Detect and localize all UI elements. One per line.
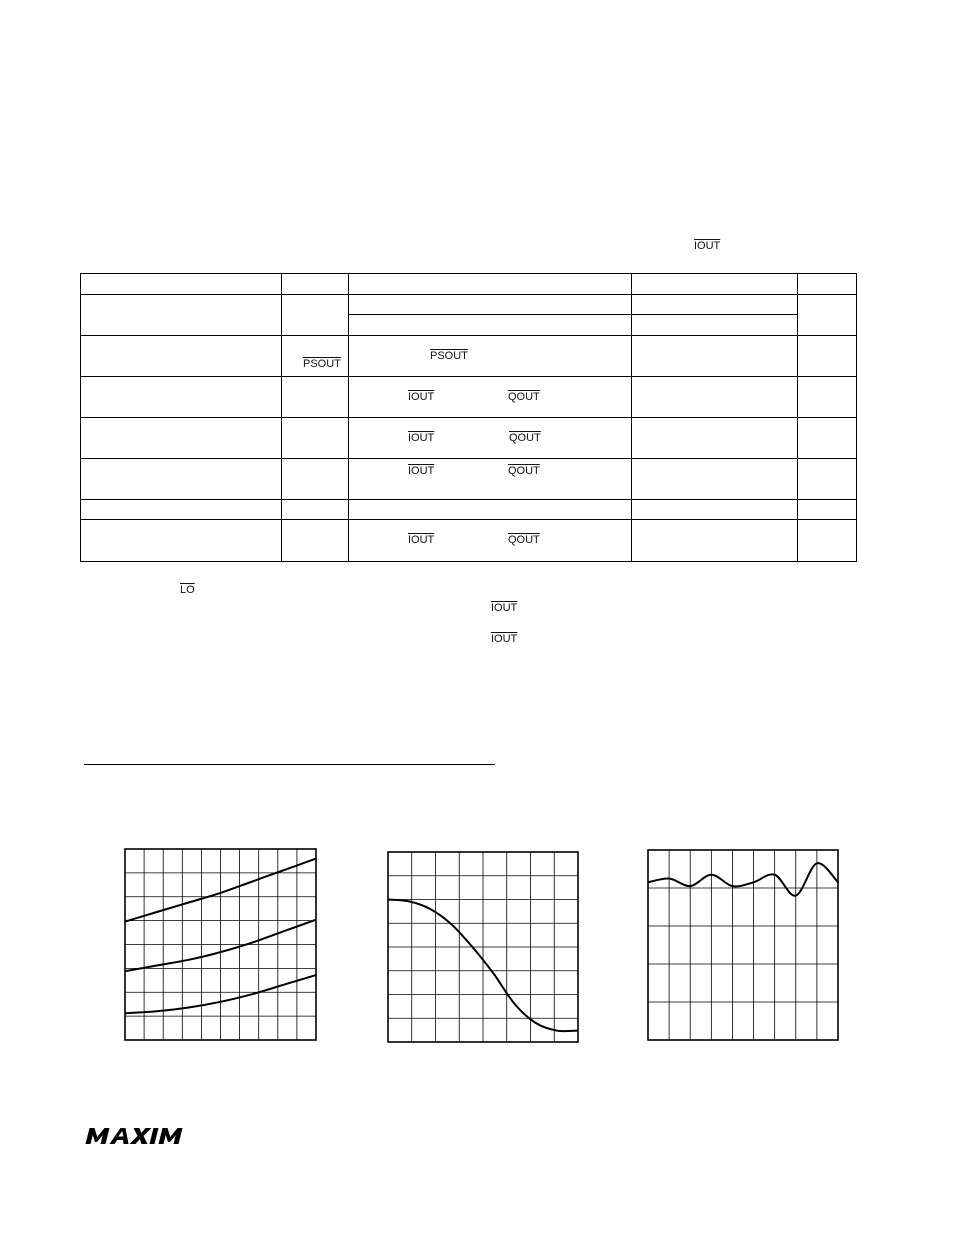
- table-row: [81, 500, 857, 520]
- psout-parameter: PSOUT: [303, 358, 341, 370]
- iout-condition: IOUT: [408, 534, 435, 546]
- iout-condition: IOUT: [408, 465, 435, 477]
- psout-condition: PSOUT: [430, 350, 468, 362]
- section-rule: [84, 764, 495, 765]
- table-row: [81, 520, 857, 562]
- note-lo-label: $\overline{LO}$: [180, 584, 195, 596]
- note-iout-label: IOUT: [491, 633, 518, 645]
- table-row: [81, 459, 857, 500]
- typical-operating-curve-3: [647, 849, 840, 1042]
- electrical-characteristics-table: [80, 273, 857, 562]
- qout-condition: QOUT: [508, 465, 540, 477]
- maxim-logo: [84, 1126, 194, 1146]
- qout-condition: QOUT: [508, 534, 540, 546]
- table-row: [81, 295, 857, 315]
- table-row: [81, 377, 857, 418]
- table-row: [81, 336, 857, 377]
- header-iout-label: IOUT: [694, 240, 721, 252]
- qout-condition: QOUT: [508, 391, 540, 403]
- iout-condition: IOUT: [408, 391, 435, 403]
- iout-condition: IOUT: [408, 432, 435, 444]
- typical-operating-curve-1: [124, 848, 319, 1041]
- series-line: [648, 863, 838, 896]
- table-header-row: [81, 274, 857, 295]
- typical-operating-curve-2: [387, 851, 580, 1044]
- qout-condition: QOUT: [509, 432, 541, 444]
- note-iout-label: IOUT: [491, 602, 518, 614]
- table-row: [81, 418, 857, 459]
- plot-frame: [648, 850, 838, 1040]
